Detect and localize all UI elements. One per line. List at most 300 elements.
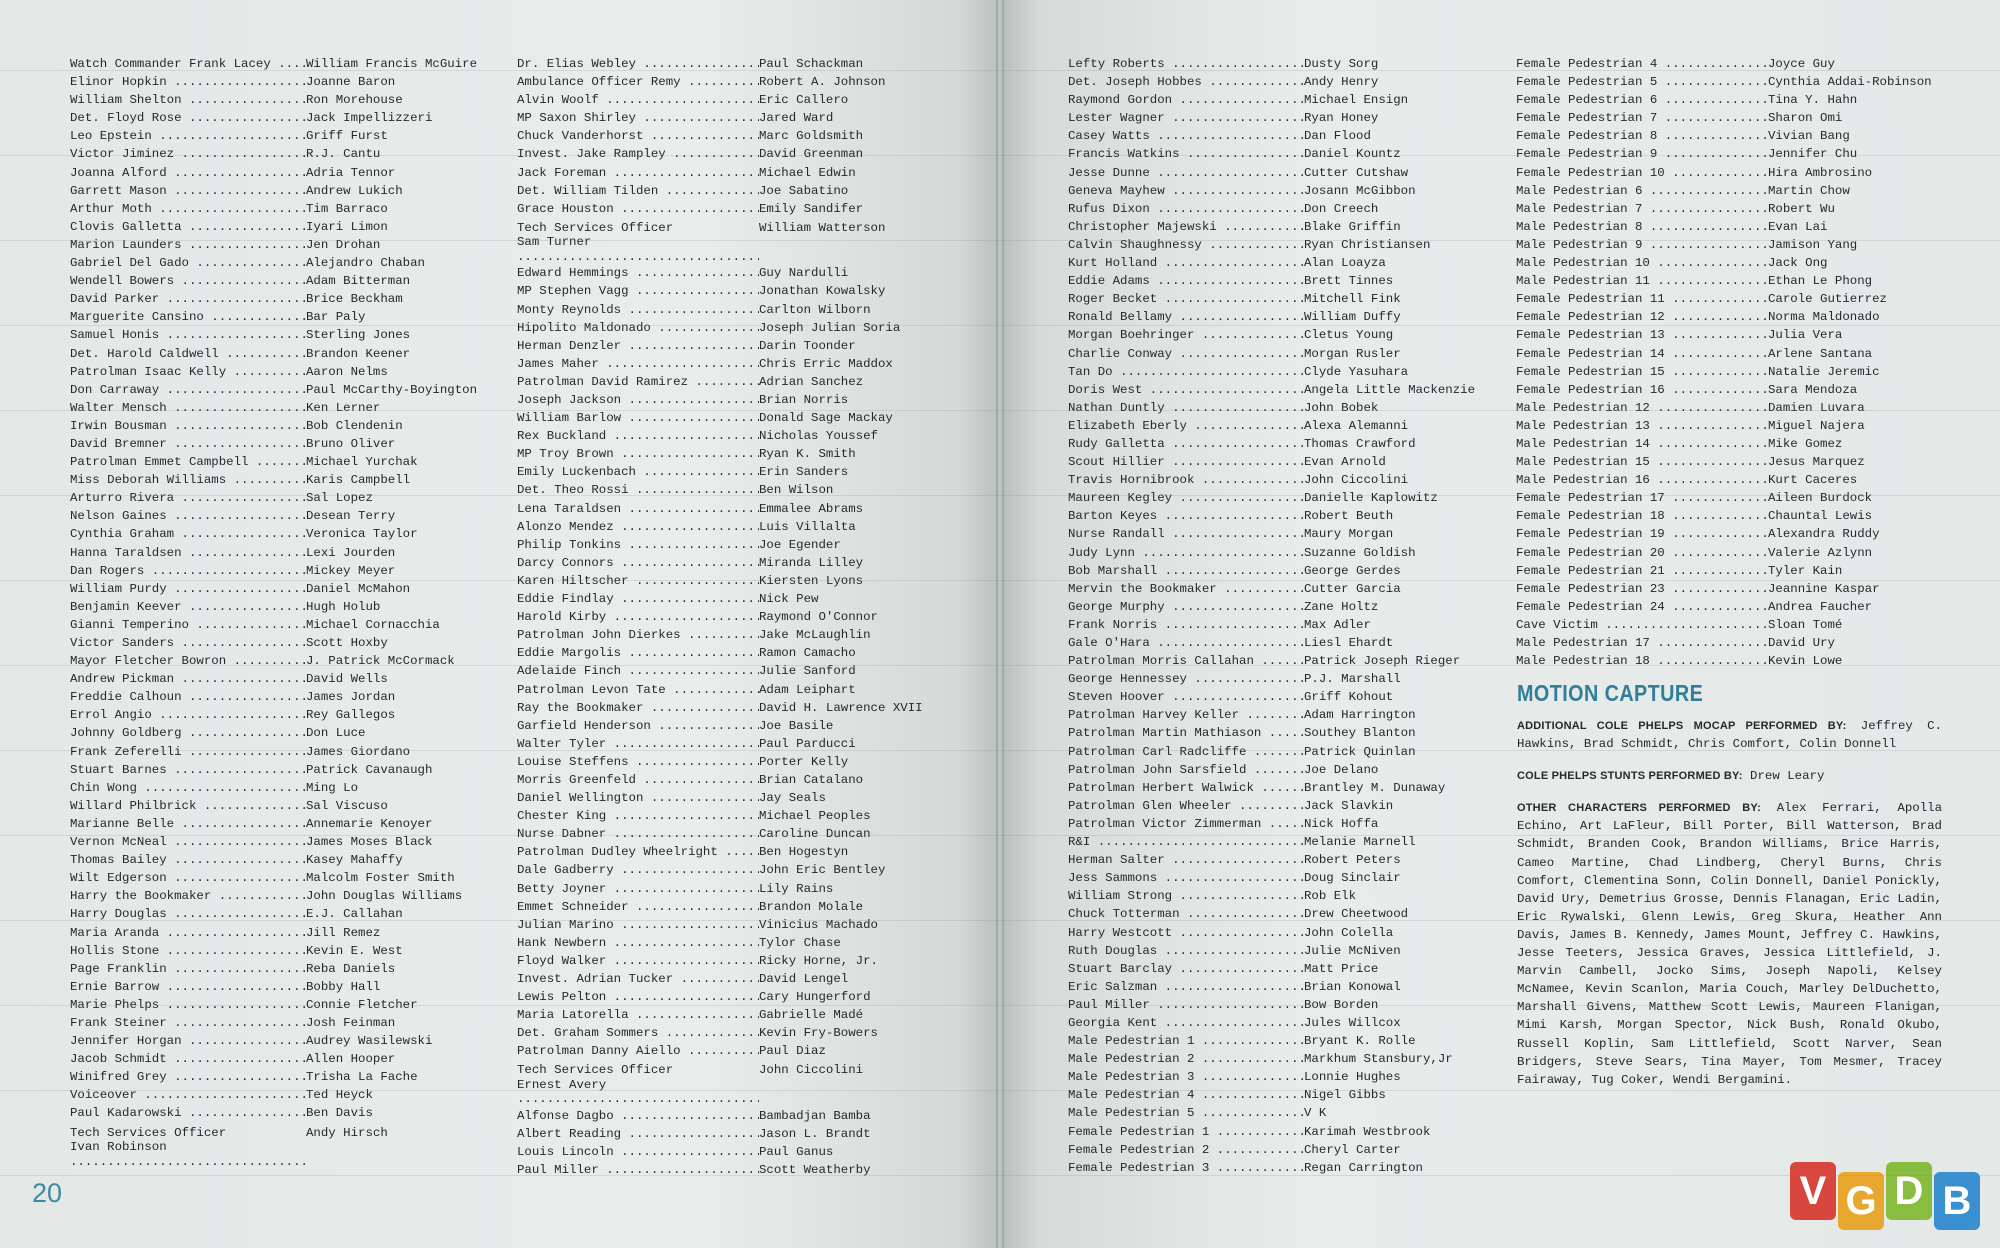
- credit-row: [70, 887, 477, 905]
- credit-row: [70, 471, 477, 489]
- character-name: Patrolman Emmet Campbell .....: [70, 453, 306, 471]
- credit-row: [1068, 1123, 1475, 1141]
- actor-name: Arlene Santana: [1768, 346, 1873, 361]
- actor-name: Marc Goldsmith: [759, 129, 864, 144]
- credit-row: [517, 73, 923, 91]
- character-name: Roger Becket .....: [1068, 290, 1304, 308]
- credit-row: [1516, 562, 1932, 580]
- character-name: Johnny Goldberg .....: [70, 724, 306, 742]
- actor-name: Joe Delano: [1304, 762, 1379, 777]
- credit-row: [70, 489, 477, 507]
- actor-name: Doug Sinclair: [1304, 871, 1401, 886]
- character-name: Benjamin Keever .....: [70, 598, 306, 616]
- character-name: Jack Foreman .....: [517, 164, 759, 182]
- credit-row: [1516, 489, 1932, 507]
- credit-row: [1068, 417, 1475, 435]
- character-name: Arturro Rivera .....: [70, 489, 306, 507]
- actor-name: Connie Fletcher: [306, 997, 418, 1012]
- character-name: Patrolman Harvey Keller .....: [1068, 706, 1304, 724]
- credit-row: [517, 771, 923, 789]
- character-name: Voiceover .....: [70, 1086, 306, 1104]
- character-name: Cynthia Graham .....: [70, 525, 306, 543]
- character-name: Male Pedestrian 12 .....: [1516, 399, 1768, 417]
- actor-name: Hira Ambrosino: [1768, 165, 1873, 180]
- credit-row: [70, 73, 477, 91]
- actor-name: Jonathan Kowalsky: [759, 284, 886, 299]
- actor-name: Andy Hirsch: [306, 1125, 388, 1140]
- character-name: Male Pedestrian 9 .....: [1516, 236, 1768, 254]
- credit-row: [517, 481, 923, 499]
- character-name: Harry Westcott .....: [1068, 924, 1304, 942]
- credit-row: [1068, 978, 1475, 996]
- credit-row: [70, 91, 477, 109]
- credit-row: [1068, 887, 1475, 905]
- credit-row: [1068, 435, 1475, 453]
- credit-row: [1068, 851, 1475, 869]
- character-name: Male Pedestrian 18 .....: [1516, 652, 1768, 670]
- paper-texture-line: [0, 1005, 2000, 1006]
- credit-row: [1516, 525, 1932, 543]
- actor-name: Josh Feinman: [306, 1015, 396, 1030]
- actor-name: Sal Viscuso: [306, 798, 388, 813]
- character-name: Det. Harold Caldwell .....: [70, 345, 306, 363]
- credit-row: [517, 264, 923, 282]
- actor-name: Jesus Marquez: [1768, 455, 1865, 470]
- character-name: Joseph Jackson .....: [517, 391, 759, 409]
- actor-name: Caroline Duncan: [759, 827, 871, 842]
- credit-row: [1516, 73, 1932, 91]
- actor-name: David Greenman: [759, 147, 864, 162]
- credit-row: [1068, 290, 1475, 308]
- character-name: Female Pedestrian 19 .....: [1516, 525, 1768, 543]
- actor-name: Carole Gutierrez: [1768, 292, 1887, 307]
- actor-name: Patrick Joseph Rieger: [1304, 654, 1461, 669]
- character-name: Female Pedestrian 17 .....: [1516, 489, 1768, 507]
- actor-name: John Douglas Williams: [306, 889, 463, 904]
- credit-row: [1068, 706, 1475, 724]
- credit-row: [70, 706, 477, 724]
- actor-name: Tylor Chase: [759, 935, 841, 950]
- character-name: Ernie Barrow .....: [70, 978, 306, 996]
- character-name: Male Pedestrian 8 .....: [1516, 218, 1768, 236]
- credit-row: [1068, 616, 1475, 634]
- credits-column-1: [70, 55, 477, 1169]
- credit-row: [70, 761, 477, 779]
- credit-row: [70, 290, 477, 308]
- actor-name: Robert A. Johnson: [759, 75, 886, 90]
- actor-name: Ramon Camacho: [759, 646, 856, 661]
- character-name: Wendell Bowers .....: [70, 272, 306, 290]
- character-name: MP Stephen Vagg .....: [517, 282, 759, 300]
- credits-column-3: [1068, 55, 1475, 1177]
- character-name: Garfield Henderson .....: [517, 717, 759, 735]
- stunts-label: COLE PHELPS STUNTS PERFORMED BY:: [1517, 770, 1743, 783]
- character-name: Raymond Gordon .....: [1068, 91, 1304, 109]
- actor-name: Daniel Kountz: [1304, 147, 1401, 162]
- credit-row: [1068, 218, 1475, 236]
- character-name: James Maher .....: [517, 355, 759, 373]
- character-name: Male Pedestrian 15 .....: [1516, 453, 1768, 471]
- character-name: Winifred Grey .....: [70, 1068, 306, 1086]
- credit-row: [1516, 326, 1932, 344]
- actor-name: Paul Parducci: [759, 736, 856, 751]
- actor-name: Alexandra Ruddy: [1768, 527, 1880, 542]
- character-name: George Hennessey .....: [1068, 670, 1304, 688]
- character-name: Det. Graham Sommers .....: [517, 1024, 759, 1042]
- character-name: Lester Wagner .....: [1068, 109, 1304, 127]
- character-name: Victor Jiminez .....: [70, 145, 306, 163]
- character-name: Male Pedestrian 2 .....: [1068, 1050, 1304, 1068]
- actor-name: Luis Villalta: [759, 519, 856, 534]
- credit-row: [1068, 924, 1475, 942]
- character-name: Harold Kirby .....: [517, 608, 759, 626]
- actor-name: Michael Ensign: [1304, 93, 1409, 108]
- actor-name: Ben Hogestyn: [759, 845, 849, 860]
- actor-name: Ming Lo: [306, 780, 359, 795]
- credits-column-4: [1516, 55, 1932, 670]
- credit-row: [1516, 164, 1932, 182]
- character-name: Eddie Findlay .....: [517, 590, 759, 608]
- character-name: Female Pedestrian 9 .....: [1516, 145, 1768, 163]
- credit-row: [70, 1123, 477, 1170]
- credit-row: [1068, 1050, 1475, 1068]
- credit-row: [517, 445, 923, 463]
- actor-name: Guy Nardulli: [759, 266, 849, 281]
- actor-name: Nick Hoffa: [1304, 816, 1379, 831]
- actor-name: David Lengel: [759, 972, 849, 986]
- actor-name: Aileen Burdock: [1768, 491, 1873, 506]
- credit-row: [517, 1060, 923, 1107]
- character-name: Daniel Wellington .....: [517, 789, 759, 807]
- credit-row: [517, 807, 923, 825]
- character-name: Emmet Schneider .....: [517, 898, 759, 916]
- actor-name: John Ciccolini: [759, 1063, 864, 1078]
- actor-name: Adam Bitterman: [306, 274, 411, 289]
- actor-name: Drew Cheetwood: [1304, 907, 1409, 922]
- credit-row: [517, 427, 923, 445]
- credit-row: [70, 308, 477, 326]
- credit-row: [517, 337, 923, 355]
- actor-name: Adria Tennor: [306, 165, 396, 180]
- character-name: Dale Gadberry .....: [517, 861, 759, 879]
- character-name: Bob Marshall .....: [1068, 562, 1304, 580]
- actor-name: Jeannine Kaspar: [1768, 581, 1880, 596]
- credit-row: [1516, 200, 1932, 218]
- character-name: Male Pedestrian 13 .....: [1516, 417, 1768, 435]
- character-name: Hank Newbern .....: [517, 934, 759, 952]
- character-name: Gabriel Del Gado .....: [70, 254, 306, 272]
- actor-name: Ron Morehouse: [306, 93, 403, 108]
- character-name: Nelson Gaines .....: [70, 507, 306, 525]
- actor-name: Alexa Alemanni: [1304, 418, 1409, 433]
- credit-row: [517, 164, 923, 182]
- actor-name: Brice Beckham: [306, 292, 403, 307]
- credit-row: [1516, 598, 1932, 616]
- character-name: William Strong .....: [1068, 887, 1304, 905]
- character-name: Nurse Dabner .....: [517, 825, 759, 843]
- credit-row: [517, 644, 923, 662]
- credit-row: [1516, 218, 1932, 236]
- character-name: Patrolman Danny Aiello .....: [517, 1042, 759, 1060]
- character-name: MP Saxon Shirley .....: [517, 109, 759, 127]
- actor-name: Michael Edwin: [759, 165, 856, 180]
- character-name: George Murphy .....: [1068, 598, 1304, 616]
- paper-texture-line: [0, 495, 2000, 496]
- actor-name: Dan Flood: [1304, 129, 1371, 144]
- credit-row: [1068, 797, 1475, 815]
- actor-name: John Eric Bentley: [759, 863, 886, 878]
- credit-row: [1068, 598, 1475, 616]
- character-name: Walter Tyler .....: [517, 735, 759, 753]
- actor-name: Cutter Cutshaw: [1304, 165, 1409, 180]
- actor-name: Chauntal Lewis: [1768, 509, 1873, 524]
- credit-row: [517, 1042, 923, 1060]
- actor-name: Don Creech: [1304, 201, 1379, 216]
- paper-texture-line: [0, 410, 2000, 411]
- credit-row: [70, 109, 477, 127]
- credit-row: [70, 453, 477, 471]
- credit-row: [517, 373, 923, 391]
- credit-row: [1516, 109, 1932, 127]
- actor-name: Matt Price: [1304, 961, 1379, 976]
- character-name: Female Pedestrian 18 .....: [1516, 507, 1768, 525]
- actor-name: Suzanne Goldish: [1304, 545, 1416, 560]
- character-name: Travis Hornibrook .....: [1068, 471, 1304, 489]
- credit-row: [1068, 779, 1475, 797]
- credit-row: [517, 590, 923, 608]
- actor-name: Joe Basile: [759, 718, 834, 733]
- character-name: Female Pedestrian 4 .....: [1516, 55, 1768, 73]
- character-name: Male Pedestrian 4 .....: [1068, 1086, 1304, 1104]
- actor-name: E.J. Callahan: [306, 907, 403, 922]
- actor-name: Brandon Keener: [306, 346, 411, 361]
- actor-name: George Gerdes: [1304, 563, 1401, 578]
- book-gutter: [996, 0, 1004, 1248]
- watermark-letter-g: G: [1838, 1172, 1884, 1230]
- credit-row: [517, 1006, 923, 1024]
- credit-row: [517, 1161, 923, 1179]
- credit-row: [70, 417, 477, 435]
- character-name: Herman Salter .....: [1068, 851, 1304, 869]
- character-name: Don Carraway .....: [70, 381, 306, 399]
- character-name: William Barlow .....: [517, 409, 759, 427]
- character-name: Cave Victim .....: [1516, 616, 1768, 634]
- credit-row: [1068, 471, 1475, 489]
- actor-name: Martin Chow: [1768, 183, 1850, 198]
- credit-row: [1068, 308, 1475, 326]
- character-name: Male Pedestrian 1 .....: [1068, 1032, 1304, 1050]
- credit-row: [1068, 1141, 1475, 1159]
- credit-row: [517, 789, 923, 807]
- actor-name: Lonnie Hughes: [1304, 1070, 1401, 1085]
- credit-row: [1068, 1068, 1475, 1086]
- watermark-letter-v: V: [1790, 1162, 1836, 1220]
- credit-row: [517, 500, 923, 518]
- actor-name: Patrick Quinlan: [1304, 744, 1416, 759]
- character-name: Mayor Fletcher Bowron .....: [70, 652, 306, 670]
- character-name: Female Pedestrian 23 .....: [1516, 580, 1768, 598]
- credit-row: [517, 518, 923, 536]
- actor-name: Joe Egender: [759, 537, 841, 552]
- character-name: Tech Services Officer Ivan Robinson .....: [70, 1126, 306, 1170]
- character-name: Patrolman Victor Zimmerman .....: [1068, 815, 1304, 833]
- actor-name: Kevin E. West: [306, 943, 403, 958]
- paper-texture-line: [0, 750, 2000, 751]
- character-name: Edward Hemmings .....: [517, 264, 759, 282]
- actor-name: Karis Campbell: [306, 473, 411, 488]
- credit-row: [1516, 272, 1932, 290]
- character-name: Hanna Taraldsen .....: [70, 544, 306, 562]
- right-page: [1000, 0, 2000, 1248]
- actor-name: Karimah Westbrook: [1304, 1124, 1431, 1139]
- credit-row: [517, 934, 923, 952]
- actor-name: Damien Luvara: [1768, 400, 1865, 415]
- actor-name: Ryan Honey: [1304, 111, 1379, 126]
- actor-name: Ryan K. Smith: [759, 447, 856, 462]
- character-name: Male Pedestrian 7 .....: [1516, 200, 1768, 218]
- actor-name: V K: [1304, 1106, 1327, 1121]
- character-name: Albert Reading .....: [517, 1125, 759, 1143]
- character-name: Samuel Honis .....: [70, 326, 306, 344]
- credit-row: [1068, 381, 1475, 399]
- credit-row: [70, 254, 477, 272]
- actor-name: Blake Griffin: [1304, 219, 1401, 234]
- character-name: Walter Mensch .....: [70, 399, 306, 417]
- actor-name: Scott Hoxby: [306, 636, 388, 650]
- character-name: Dr. Elias Webley .....: [517, 55, 759, 73]
- character-name: Male Pedestrian 16 .....: [1516, 471, 1768, 489]
- character-name: Female Pedestrian 16 .....: [1516, 381, 1768, 399]
- actor-name: Emily Sandifer: [759, 201, 864, 216]
- character-name: Gale O'Hara .....: [1068, 634, 1304, 652]
- credit-row: [1068, 345, 1475, 363]
- actor-name: Morgan Rusler: [1304, 346, 1401, 361]
- actor-name: Jack Slavkin: [1304, 798, 1394, 813]
- credit-row: [1068, 182, 1475, 200]
- character-name: Georgia Kent .....: [1068, 1014, 1304, 1032]
- actor-name: Gabrielle Madé: [759, 1008, 864, 1023]
- actor-name: Kasey Mahaffy: [306, 853, 403, 868]
- character-name: Patrolman Dudley Wheelright .....: [517, 843, 759, 861]
- credit-row: [70, 399, 477, 417]
- credit-row: [70, 381, 477, 399]
- credit-row: [517, 127, 923, 145]
- actor-name: J. Patrick McCormack: [306, 654, 455, 669]
- actor-name: Jason L. Brandt: [759, 1127, 871, 1142]
- character-name: Arthur Moth .....: [70, 200, 306, 218]
- actor-name: Adam Leiphart: [759, 682, 856, 697]
- actor-name: Bob Clendenin: [306, 418, 403, 433]
- actor-name: William Watterson: [759, 220, 886, 235]
- credit-row: [70, 652, 477, 670]
- actor-name: Cary Hungerford: [759, 990, 871, 1005]
- character-name: Patrolman John Sarsfield .....: [1068, 761, 1304, 779]
- character-name: Invest. Jake Rampley .....: [517, 145, 759, 163]
- actor-name: Jack Ong: [1768, 256, 1828, 271]
- character-name: Paul Miller .....: [1068, 996, 1304, 1014]
- character-name: Leo Epstein .....: [70, 127, 306, 145]
- actor-name: Ben Wilson: [759, 483, 834, 498]
- character-name: Lefty Roberts .....: [1068, 55, 1304, 73]
- actor-name: Sloan Tomé: [1768, 617, 1843, 632]
- actor-name: Paul Schackman: [759, 57, 864, 71]
- character-name: Rudy Galletta .....: [1068, 435, 1304, 453]
- actor-name: Vivian Bang: [1768, 129, 1850, 144]
- actor-name: P.J. Marshall: [1304, 672, 1401, 687]
- actor-name: Danielle Kaplowitz: [1304, 491, 1438, 506]
- actor-name: Aaron Nelms: [306, 364, 388, 379]
- credit-row: [1068, 942, 1475, 960]
- actor-name: Annemarie Kenoyer: [306, 816, 433, 831]
- actor-name: Reba Daniels: [306, 961, 396, 976]
- actor-name: Julie McNiven: [1304, 943, 1401, 958]
- character-name: Female Pedestrian 3 .....: [1068, 1159, 1304, 1177]
- actor-name: Sara Mendoza: [1768, 382, 1858, 397]
- character-name: Kurt Holland .....: [1068, 254, 1304, 272]
- credit-row: [70, 1050, 477, 1068]
- actor-name: Michael Cornacchia: [306, 617, 440, 632]
- character-name: Harry Douglas .....: [70, 905, 306, 923]
- actor-name: Miguel Najera: [1768, 418, 1865, 433]
- credit-row: [1516, 399, 1932, 417]
- actor-name: Maury Morgan: [1304, 527, 1394, 542]
- character-name: Patrolman Levon Tate .....: [517, 681, 759, 699]
- actor-name: Don Luce: [306, 726, 366, 741]
- credit-row: [517, 200, 923, 218]
- actor-name: Evan Arnold: [1304, 455, 1386, 470]
- credit-row: [1516, 91, 1932, 109]
- credit-row: [1516, 507, 1932, 525]
- paper-texture-line: [0, 155, 2000, 156]
- character-name: Rex Buckland .....: [517, 427, 759, 445]
- character-name: Maria Latorella .....: [517, 1006, 759, 1024]
- character-name: Victor Sanders .....: [70, 634, 306, 652]
- credit-row: [1516, 363, 1932, 381]
- actor-name: Brandon Molale: [759, 899, 864, 914]
- character-name: Female Pedestrian 2 .....: [1068, 1141, 1304, 1159]
- actor-name: Cletus Young: [1304, 328, 1394, 343]
- credit-row: [517, 554, 923, 572]
- character-name: Jennifer Horgan .....: [70, 1032, 306, 1050]
- actor-name: Desean Terry: [306, 509, 396, 524]
- credit-row: [70, 182, 477, 200]
- credit-row: [70, 363, 477, 381]
- character-name: Emily Luckenbach .....: [517, 463, 759, 481]
- character-name: William Purdy .....: [70, 580, 306, 598]
- character-name: Tan Do .....: [1068, 363, 1304, 381]
- credit-row: [70, 1068, 477, 1086]
- character-name: Patrolman Herbert Walwick .....: [1068, 779, 1304, 797]
- actor-name: Porter Kelly: [759, 754, 849, 769]
- character-name: Jess Sammons .....: [1068, 869, 1304, 887]
- credit-row: [1516, 127, 1932, 145]
- additional-mocap-credit: [1517, 717, 1942, 753]
- character-name: Frank Norris .....: [1068, 616, 1304, 634]
- credit-row: [517, 608, 923, 626]
- character-name: Morris Greenfeld .....: [517, 771, 759, 789]
- credit-row: [70, 851, 477, 869]
- actor-name: Ken Lerner: [306, 400, 381, 415]
- paper-texture-line: [0, 240, 2000, 241]
- character-name: Vernon McNeal .....: [70, 833, 306, 851]
- character-name: Chester King .....: [517, 807, 759, 825]
- other-characters-credit: [1517, 799, 1942, 1089]
- actor-name: Eric Callero: [759, 93, 849, 108]
- credit-row: [517, 1125, 923, 1143]
- credit-row: [1516, 453, 1932, 471]
- credit-row: [1068, 91, 1475, 109]
- character-name: Female Pedestrian 14 .....: [1516, 345, 1768, 363]
